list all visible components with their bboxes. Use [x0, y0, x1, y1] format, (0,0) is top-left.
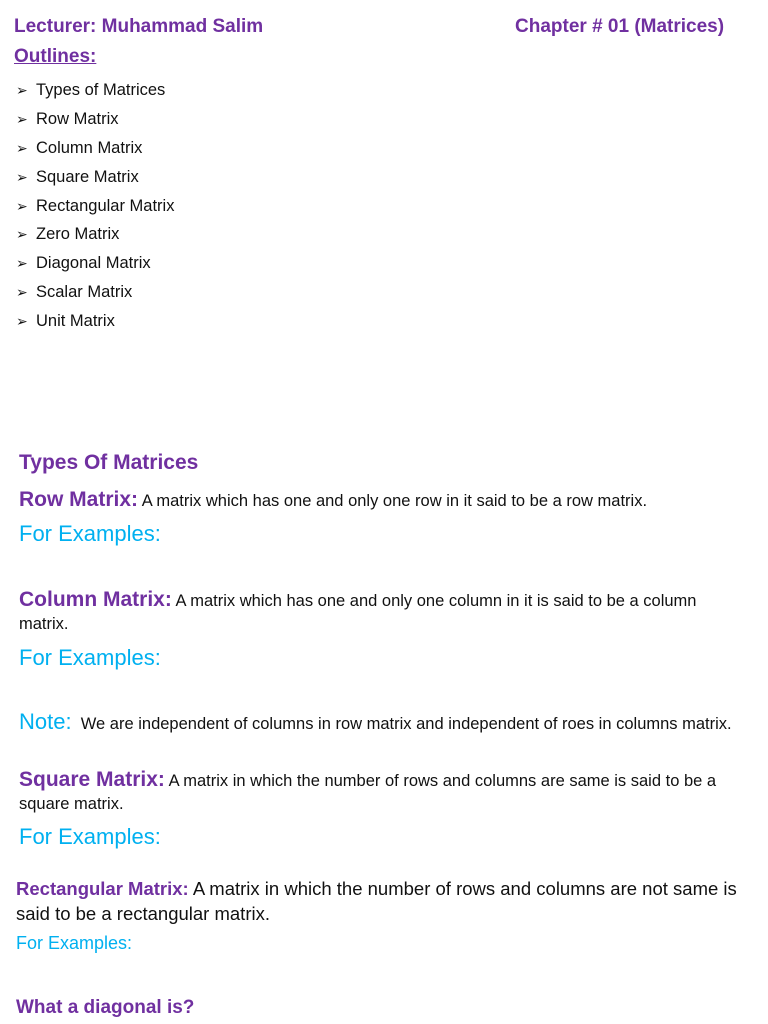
- row-matrix-examples-label: For Examples:: [19, 521, 161, 546]
- outline-item: [16, 191, 174, 220]
- outline-item: [16, 278, 174, 307]
- types-heading: Types Of Matrices: [19, 451, 199, 474]
- outline-item: [16, 220, 174, 249]
- arrowhead-bullet-icon: ➢: [16, 139, 28, 156]
- square-matrix-definition: [19, 768, 749, 816]
- outline-item-label: Diagonal Matrix: [36, 254, 151, 273]
- arrowhead-bullet-icon: ➢: [16, 283, 28, 300]
- outline-item-label: Unit Matrix: [36, 311, 115, 330]
- column-matrix-definition: [19, 588, 749, 636]
- rectangular-matrix-examples-label: For Examples:: [16, 933, 133, 953]
- outline-item: [16, 134, 174, 163]
- outline-item-label: Types of Matrices: [36, 81, 166, 100]
- note-paragraph: [19, 710, 749, 736]
- outlines-title: Outlines:: [14, 46, 97, 67]
- outline-item-label: Zero Matrix: [36, 225, 120, 244]
- square-matrix-term: Square Matrix:: [19, 768, 165, 791]
- outline-item: [16, 162, 174, 191]
- column-matrix-text: A matrix which has one and only one column in it is said to be a column matrix.: [19, 592, 697, 633]
- diagonal-question: What a diagonal is?: [16, 997, 195, 1018]
- rectangular-matrix-term: Rectangular Matrix:: [16, 878, 189, 899]
- outline-item-label: Scalar Matrix: [36, 282, 133, 301]
- arrowhead-bullet-icon: ➢: [16, 255, 28, 272]
- square-matrix-examples-label: For Examples:: [19, 824, 161, 849]
- lecturer-name: Lecturer: Muhammad Salim: [14, 16, 264, 37]
- outline-item: [16, 76, 174, 105]
- row-matrix-definition: [19, 488, 749, 513]
- rectangular-matrix-definition: [16, 876, 751, 926]
- square-matrix-text: A matrix in which the number of rows and columns are same is said to be a square matrix.: [19, 772, 717, 813]
- outline-item: [16, 306, 174, 335]
- chapter-title: Chapter # 01 (Matrices): [515, 16, 725, 37]
- outline-item-label: Rectangular Matrix: [36, 196, 175, 215]
- outline-item-label: Row Matrix: [36, 110, 119, 129]
- arrowhead-bullet-icon: ➢: [16, 197, 28, 214]
- arrowhead-bullet-icon: ➢: [16, 111, 28, 128]
- rectangular-matrix-text: A matrix in which the number of rows and columns are not same is said to be a rectangular matrix.: [16, 878, 737, 924]
- outline-item-label: Column Matrix: [36, 138, 143, 157]
- arrowhead-bullet-icon: ➢: [16, 82, 28, 99]
- outline-list: [16, 76, 174, 335]
- arrowhead-bullet-icon: ➢: [16, 312, 28, 329]
- row-matrix-term: Row Matrix:: [19, 488, 139, 511]
- outline-item: [16, 249, 174, 278]
- column-matrix-examples-label: For Examples:: [19, 645, 161, 670]
- arrowhead-bullet-icon: ➢: [16, 226, 28, 243]
- row-matrix-text: A matrix which has one and only one row in it said to be a row matrix.: [141, 492, 648, 510]
- outline-item-label: Square Matrix: [36, 167, 139, 186]
- note-term: Note:: [19, 709, 72, 734]
- outline-item: [16, 105, 174, 134]
- arrowhead-bullet-icon: ➢: [16, 168, 28, 185]
- note-text: We are independent of columns in row matrix and independent of roes in columns matrix.: [80, 715, 732, 733]
- column-matrix-term: Column Matrix:: [19, 588, 172, 611]
